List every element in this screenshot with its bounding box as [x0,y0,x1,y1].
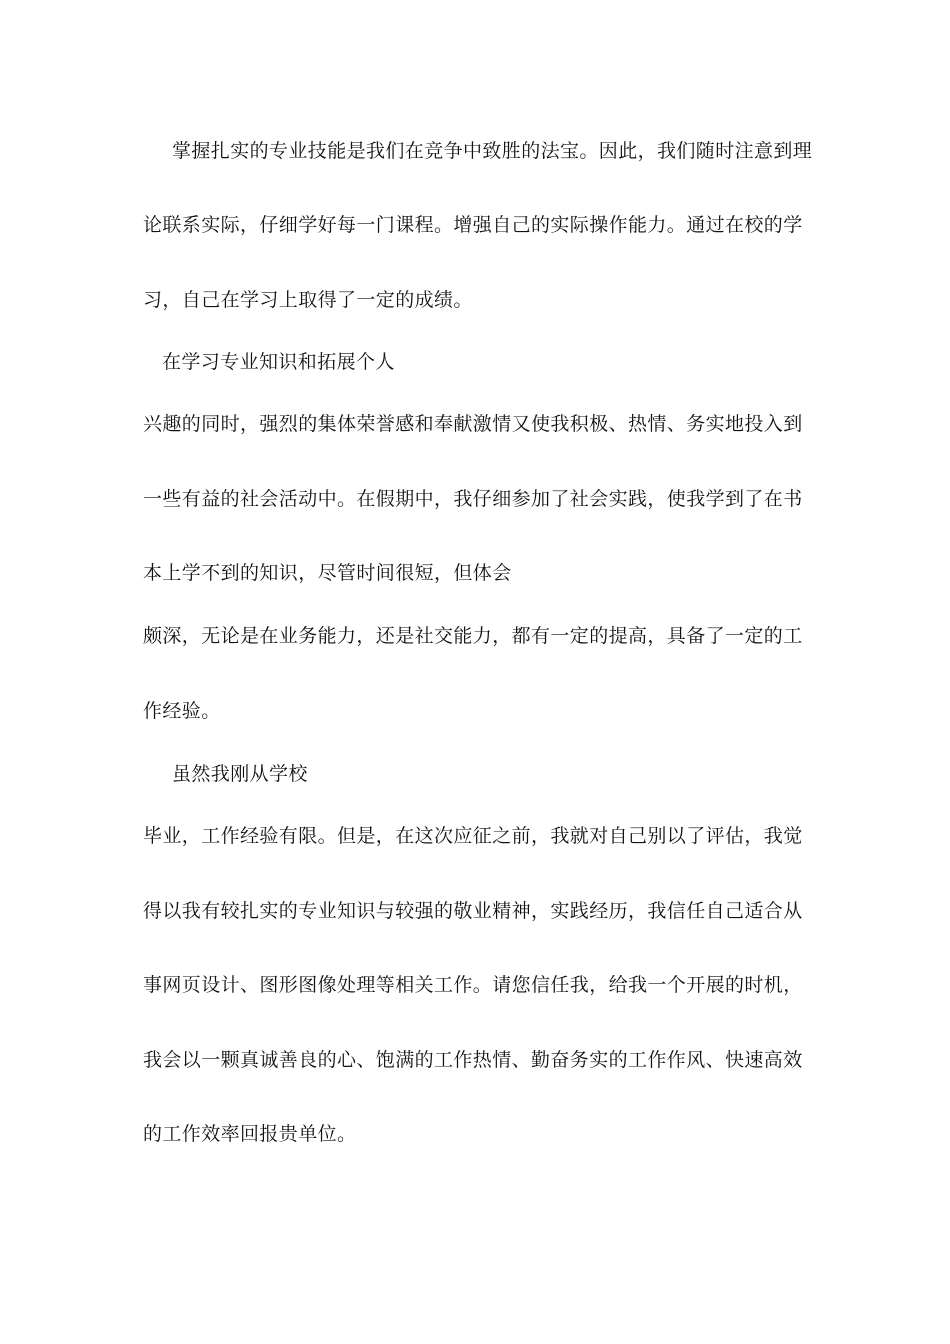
text-line: 的工作效率回报贵单位。 [143,1123,357,1145]
text-line: 事网页设计、图形图像处理等相关工作。请您信任我，给我一个开展的时机， [143,974,803,996]
text-line: 掌握扎实的专业技能是我们在竞争中致胜的法宝。因此，我们随时注意到理 [172,140,813,162]
text-line: 在学习专业知识和拓展个人 [162,351,395,373]
text-line: 作经验。 [143,700,221,722]
text-line: 毕业，工作经验有限。但是，在这次应征之前，我就对自己别以了评估，我觉 [143,825,803,847]
text-line: 习，自己在学习上取得了一定的成绩。 [143,289,473,311]
text-line: 兴趣的同时，强烈的集体荣誉感和奉献激情又使我积极、热情、务实地投入到 [143,413,803,435]
text-line: 颇深，无论是在业务能力，还是社交能力，都有一定的提高，具备了一定的工 [143,625,803,647]
text-line: 得以我有较扎实的专业知识与较强的敬业精神，实践经历，我信任自己适合从 [143,900,803,922]
text-line: 论联系实际，仔细学好每一门课程。增强自己的实际操作能力。通过在校的学 [143,214,803,236]
text-line: 我会以一颗真诚善良的心、饱满的工作热情、勤奋务实的工作作风、快速高效 [143,1049,803,1071]
text-line: 虽然我刚从学校 [172,763,308,785]
text-line: 一些有益的社会活动中。在假期中，我仔细参加了社会实践，使我学到了在书 [143,488,803,510]
text-line: 本上学不到的知识，尽管时间很短，但体会 [143,562,512,584]
